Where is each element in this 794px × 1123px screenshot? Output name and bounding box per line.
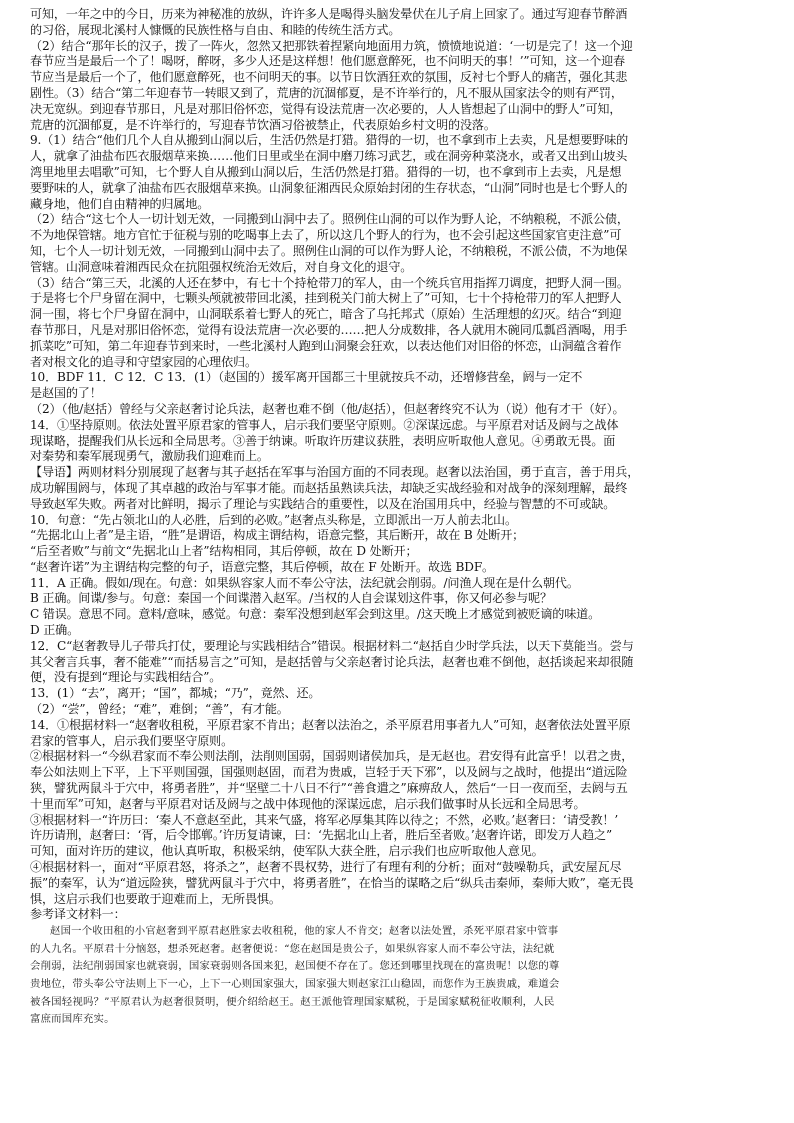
answer-line: 湾里地里去唱歌”可知，七个野人自从搬到山洞以后，生活仍然是打猎。猎得的一切，也不拿到市上去卖，凡是想 <box>30 164 622 179</box>
answer-line: 管辖。山洞意味着湘西民众在抗阻强权统治无效后，对自身文化的退守。 <box>30 259 413 274</box>
answer-line: 春节应当是最后一个了！喝呀，醉呀，多少人还是这样想！他们愿意醉死，也不问明天的事！’”可知，这一个迎春 <box>30 54 625 69</box>
answer-line: ③根据材料一“许历曰：‘秦人不意赵至此，其来气盛，将军必厚集其阵以待之；不然，必败。’赵奢曰：‘请受教！’ <box>30 812 619 827</box>
answer-line: 14．①坚持原则。依法处置平原君家的管事人，启示我们要坚守原则。②深谋远虑。与平原君对话及阏与之战体 <box>30 417 619 432</box>
answer-line: 可知，一年之中的今日，历来为神秘准的放纵，许许多人是喝得头脑发晕伏在儿子肩上回家了。通过写迎春节醉酒 <box>30 7 628 21</box>
answer-line: ②根据材料一“今纵君家而不奉公则法削，法削则国弱，国弱则诸侯加兵，是无赵也。君安得有此富乎！以君之贵， <box>30 749 634 764</box>
answer-line: “先据北山上者”是主语，“胜”是谓语，构成主谓结构，语意完整，其后断开，故在 B 处断开； <box>30 528 525 543</box>
answer-line: 成功解围阏与，体现了其卓越的政治与军事才能。而赵括虽熟读兵法，却缺乏实战经验和对战争的深刻理解，最终 <box>30 480 628 495</box>
translation-line: 贵地位，带头奉公守法则上下一心，上下一心则国家强大，国家强大则赵家江山稳固，而您作为王族贵戚，难道会 <box>30 978 560 990</box>
answer-line: 的习俗，展现北溪村人慷慨的民族性格与自由、和睦的传统生活方式。 <box>30 22 401 37</box>
answer-line: 14．①根据材料一“赵奢收租税，平原君家不肯出；赵奢以法治之，杀平原君用事者九人”可知，赵奢依法处置平原 <box>30 717 631 732</box>
answer-line: 人，就拿了油盐布匹衣服烟草来换……他们日里或坐在洞中磨刀练习武艺，或在洞旁种菜浇水，或者又出到山坡头 <box>30 149 628 164</box>
answer-line: （3）结合“第三天，北溪的人还在梦中，有七十个持枪带刀的军人，由一个统兵官用指挥刀调度，把野人洞一围。 <box>30 275 629 290</box>
answer-line: （2）（他/赵括）曾经与父亲赵奢讨论兵法，赵奢也难不倒（他/赵括），但赵奢终究不认为（说）他有才干（好）。 <box>30 401 625 416</box>
answer-line: 对秦势和秦军展现勇气，激励我们迎难而上。 <box>30 449 269 464</box>
answer-line: 于是将七个尸身留在洞中，七颗头颅就被带回北溪，挂到税关门前大树上了”可知，七十个持枪带刀的军人把野人 <box>30 291 622 306</box>
answer-line: 导致赵军失败。两者对比鲜明，揭示了理论与实践结合的重要性，以及在治国用兵中，经验与智慧的不可或缺。 <box>30 496 616 511</box>
answer-line: 抓菜吃”可知，第二年迎春节到来时，一些北溪村人跑到山洞聚会狂欢，以表达他们对旧俗的怀恋，山洞蕴含着作 <box>30 338 622 353</box>
translation-text-block <box>30 923 764 1029</box>
answer-line: 十里而军”可知，赵奢与平原君对话及阏与之战中体现他的深谋远虑，启示我们做事时从长远和全局思考。 <box>30 796 586 811</box>
answer-line: 11．A 正确。假如/现在。句意：如果纵容家人而不奉公守法，法纪就会削弱。/问渔人现在是什么朝代。 <box>30 575 579 590</box>
answer-line: 奉公如法则上下平，上下平则国强，国强则赵固，而君为贵戚，岂轻于天下邪”，以及阏与之战时，他提出“道远险 <box>30 765 628 780</box>
answer-line: B 正确。间谍/参与。句意：秦国一个间谍潜入赵军。/当权的人自会谋划这件事，你又何必参与呢？ <box>30 591 552 606</box>
answer-line: 是赵国的了！ <box>30 386 102 401</box>
translation-line: 被各国轻视吗？”平原君认为赵奢很贤明，便介绍给赵王。赵王派他管理国家赋税，于是国家赋税征收顺利，人民 <box>30 995 555 1008</box>
answer-line: 狭，譬犹两鼠斗于穴中，将勇者胜”，并“坚壁二十八日不行”“善食遣之”麻痹敌人，然后“一日一夜而至，去阏与五 <box>30 781 628 796</box>
answer-line: 节应当是最后一个了，他们愿意醉死，也不问明天的事。以节日饮酒狂欢的氛围，反衬七个野人的痛苦，强化其悲 <box>30 70 628 85</box>
answer-line: 13．(1）“去”，离开；“国”，都城；“乃”，竟然、还。 <box>30 686 321 701</box>
answer-line: 剧性。（3）结合“第二年迎春节一转眼又到了，荒唐的沉涸郁夏，是不许举行的，凡不服从国家法令的则有严罚， <box>30 85 623 100</box>
answer-line: 便，没有提到“理论与实践相结合”。 <box>30 670 222 685</box>
answer-line: 其父奢言兵事，奢不能难”“而括易言之”可知，是赵括曾与父亲赵奢讨论兵法，赵奢也难不倒他，赵括谈起来却很随 <box>30 654 634 669</box>
translation-line: 会削弱，法纪削弱国家也就衰弱，国家衰弱则各国来犯，赵国便不存在了。您还到哪里找现在的富贵呢！以您的尊 <box>30 960 560 973</box>
answer-line: D 正确。 <box>30 623 80 638</box>
answer-line: C 错误。意思不同。意料/意味，感觉。句意：秦军没想到赵军会到这里。/这天晚上才感觉到被贬谪的味道。 <box>30 607 601 622</box>
translation-line: 赵国一个收田租的小官赵奢到平原君赵胜家去收租税，他的家人不肯交；赵奢以法处置，杀死平原君家中管事 <box>50 925 559 938</box>
answer-line: （2）结合“这七个人一切计划无效，一同搬到山洞中去了。照例住山洞的可以作为野人论，不纳粮税，不派公债， <box>30 212 629 227</box>
answer-text-block <box>30 7 764 923</box>
answer-line: 要野味的人，就拿了油盐布匹衣服烟草来换。山洞象征湘西民众原始封闭的生存状态，“山洞”同时也是七个野人的 <box>30 180 628 195</box>
answer-line: 【导语】两则材料分别展现了赵奢与其子赵括在军事与治国方面的不同表现。赵奢以法治国，勇于直言，善于用兵， <box>30 465 640 480</box>
answer-line: 知，七个人一切计划无效，一同搬到山洞中去了。照例住山洞的可以作为野人论，不纳粮税，不派公债，不为地保 <box>30 243 628 258</box>
answer-line: （2）结合“那年长的汉子，拨了一阵火，忽然又把那铁着捏紧向地面用力筑，愤愤地说道：‘一切是完了！这一个迎 <box>30 38 633 53</box>
answer-line: “后至者败”与前文“先据北山上者”结构相同，其后停顿，故在 D 处断开； <box>30 544 418 559</box>
answer-line: （2）“尝”，曾经；“难”，难倒；“善”，有才能。 <box>30 702 289 717</box>
answer-line: 许历请刑，赵奢曰：‘胥，后令邯郸。’许历复请谏，曰：‘先据北山上者，胜后至者败。’赵奢许诺，即发万人趋之” <box>30 828 613 843</box>
answer-line: 9.（1）结合“他们几个人自从搬到山洞以后，生活仍然是打猎。猎得的一切，也不拿到市上去卖，凡是想要野味的 <box>30 133 629 148</box>
answer-line: 决无宽纵。到迎春节那日，凡是对那旧俗怀恋，觉得有设法荒唐一次必要的，人人皆想起了山洞中的野人”可知， <box>30 101 622 116</box>
answer-line: 春节那日，凡是对那旧俗怀恋，觉得有设法荒唐一次必要的……把人分成数排，各人就用木碗同瓜瓢舀酒喝，用手 <box>30 322 628 337</box>
translation-line: 富庶而国库充实。 <box>30 1013 115 1026</box>
answer-line: 荒唐的沉涸郁夏，是不许举行的，写迎春节饮酒习俗被禁止，代表原始乡村文明的没落。 <box>30 117 496 132</box>
answer-line: 10．句意：“先占领北山的人必胜，后到的必败。”赵奢点头称是，立即派出一万人前去北山。 <box>30 512 517 527</box>
answer-line: 洞一围，将七个尸身留在洞中，山洞联系着七野人的死亡，暗含了乌托邦式（原始）生活理想的幻灭。结合“到迎 <box>30 307 622 322</box>
answer-line: 10．BDF 11．C 12．C 13．(1）（赵国的）援军离开国都三十里就按兵不动，还增修营垒，阏与一定不 <box>30 370 583 385</box>
answer-line: 藏身地，他们自由精神的归属地。 <box>30 196 210 211</box>
answer-line: 君家的管事人，启示我们要坚守原则。 <box>30 733 234 748</box>
answer-line: 不为地保管辖。地方官忙于征税与别的吃喝事上去了，所以这几个野人的行为，也不会引起这些国家官吏注意”可 <box>30 228 622 243</box>
answer-line: 12．C“赵奢教导儿子带兵打仗，要理论与实践相结合”错误。根据材料二“赵括自少时学兵法，以天下莫能当。尝与 <box>30 638 634 653</box>
answer-line: 参考译文材料一： <box>30 907 126 922</box>
answer-line: “赵奢许诺”为主谓结构完整的句子，语意完整，其后停顿，故在 F 处断开。故选 BDF。 <box>30 559 495 574</box>
answer-line: 现谋略，提醒我们从长远和全局思考。③善于纳谏。听取许历建议获胜，表明应听取他人意见。④勇敢无畏。面 <box>30 433 616 448</box>
answer-line: 可知，面对许历的建议，他认真听取，积极采纳，使军队大获全胜，启示我们也应听取他人意见。 <box>30 844 544 859</box>
answer-line: 惧，这启示我们也要敢于迎难而上，无所畏惧。 <box>30 891 281 906</box>
answer-line: 振”的秦军，认为“道远险狭，譬犹两鼠斗于穴中，将勇者胜”，在恰当的谋略之后“纵兵击秦师，秦师大败”，毫无畏 <box>30 875 634 890</box>
answer-line: 者对根文化的追寻和守望家园的心理依归。 <box>30 354 257 369</box>
translation-line: 的人九名。平原君十分恼怒，想杀死赵奢。赵奢便说：“您在赵国是贵公子，如果纵容家人而不奉公守法，法纪就 <box>30 942 555 955</box>
answer-line: ④根据材料一，面对“平原君怒，将杀之”，赵奢不畏权势，进行了有理有利的分析；面对“鼓噪勒兵，武安屋瓦尽 <box>30 860 622 875</box>
